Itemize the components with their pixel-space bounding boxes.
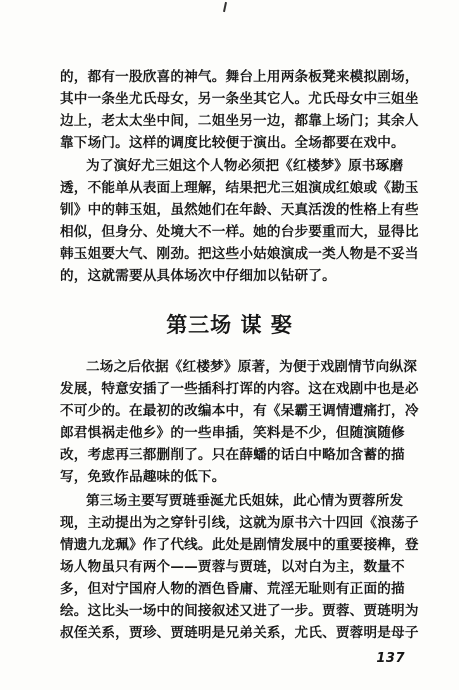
scan-mark — [223, 2, 227, 12]
text-line: 其中一条坐尤氏母女，另一条坐其它人。尤氏母女中三姐坐 — [60, 91, 419, 107]
page-number: 137 — [376, 651, 405, 666]
text-line: 相似，但身分、处境大不一样。她的台步要重而大，显得比 — [60, 224, 419, 240]
text-line: 场人物虽只有两个——贾蓉与贾琏，以对白为主，数量不 — [60, 559, 405, 575]
text-line: 第三场主要写贾琏垂涎尤氏姐妹，此心情为贾蓉所发 — [86, 493, 404, 509]
text-line: 的，这就需要从具体场次中仔细加以钻研了。 — [60, 268, 336, 284]
text-line: 改，考虑再三都删削了。只在薛蟠的话白中略加含蓄的描 — [60, 447, 405, 463]
text-line: 不可少的。在最初的改编本中，有《呆霸王调情遭痛打，冷 — [60, 403, 419, 419]
text-line: 发展，特意安插了一些插科打诨的内容。这在戏剧中也是必 — [60, 381, 419, 397]
text-line: 绘。这比头一场中的间接叙述又进了一步。贾蓉、贾琏明为 — [60, 603, 419, 619]
text-line: 为了演好尤三姐这个人物必须把《红楼梦》原书琢磨 — [86, 158, 404, 174]
text-line: 的，都有一股欣喜的神气。舞台上用两条板凳来模拟剧场， — [60, 69, 419, 85]
text-line: 叔侄关系，贾珍、贾琏明是兄弟关系，尤氏、贾蓉明是母子 — [60, 625, 419, 641]
text-line: 写，免致作品趣味的低下。 — [60, 469, 226, 485]
text-line: 靠下场门。这样的调度比较便于演出。全场都要在戏中。 — [60, 135, 405, 151]
text-line: 边上，老太太坐中间，二姐坐另一边，都靠上场门；其余人 — [60, 113, 419, 129]
text-line: 二场之后依据《红楼梦》原著，为便于戏剧情节向纵深 — [86, 359, 418, 375]
section-title: 第三场 谋 娶 — [166, 313, 293, 337]
text-line: 情遗九龙珮》作了代线。此处是剧情发展中的重要接榫，登 — [60, 537, 419, 553]
text-line: 钏》中的韩玉姐，虽然她们在年龄、天真活泼的性格上有些 — [60, 202, 419, 218]
text-line: 韩玉姐要大气、刚劲。把这些小姑娘演成一类人物是不妥当 — [60, 246, 419, 262]
text-line: 透，不能单从表面上理解，结果把尤三姐演成红娘或《勘玉 — [60, 180, 419, 196]
text-line: 郎君惧祸走他乡》的一些串插，笑料是不少，但随演随修 — [60, 425, 405, 441]
text-line: 现，主动提出为之穿针引线，这就为原书六十四回《浪荡子 — [60, 515, 419, 531]
text-line: 多，但对宁国府人物的酒色昏庸、荒淫无耻则有正面的描 — [60, 581, 405, 597]
